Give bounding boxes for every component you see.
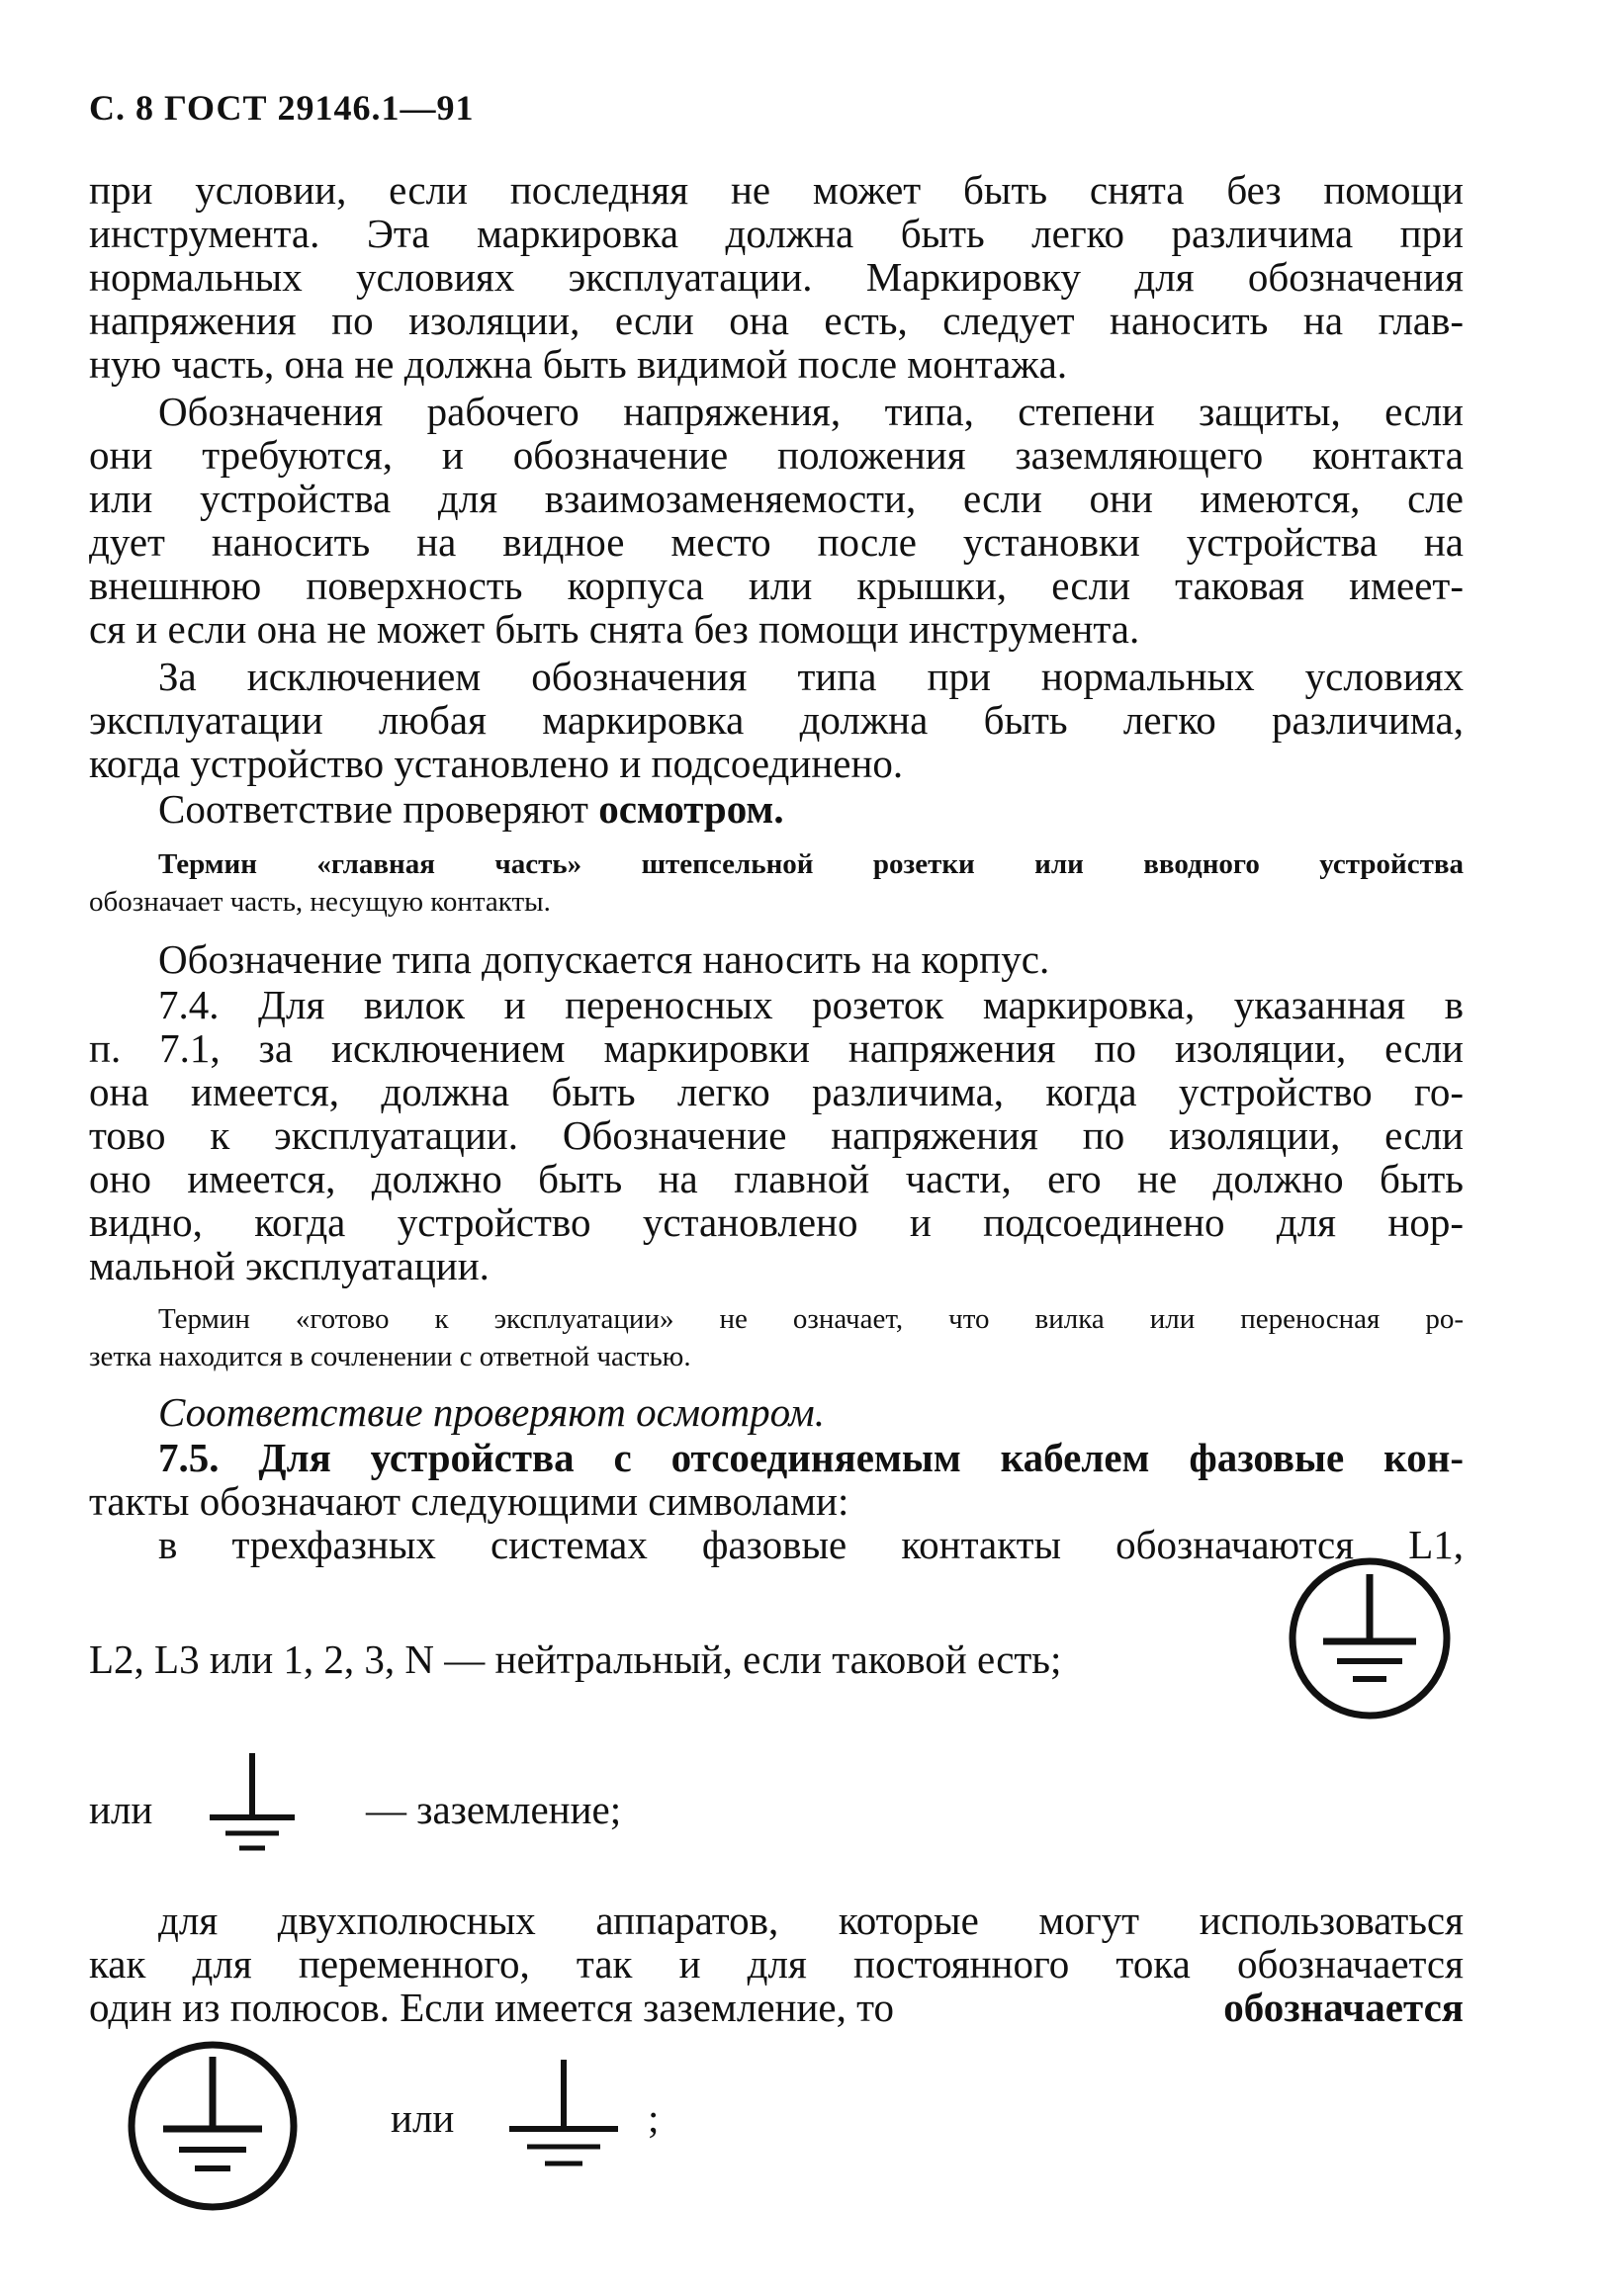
para5-line-5: оно имеется, должно быть на главной части, его не должно быть — [89, 1156, 1464, 1201]
earth-ground-icon — [499, 2055, 628, 2173]
para3-line-2: эксплуатации любая маркировка должна быть легко различима, — [89, 697, 1464, 743]
line-ili-2: или — [391, 2095, 455, 2141]
para6-line-1: 7.5. Для устройства с отсоединяемым кабелем фазовые кон- — [158, 1435, 1464, 1480]
note1-line-2: обозначает часть, несущую контакты. — [89, 886, 551, 918]
check-statement-2: Соответствие проверяют осмотром. — [158, 1389, 825, 1435]
para1-line-5: ную часть, она не должна быть видимой после монтажа. — [89, 341, 1068, 387]
para7-line-3-text: один из полюсов. Если имеется заземление, то — [89, 1985, 894, 2030]
para6-line-2: такты обозначают следующими символами: — [89, 1478, 849, 1524]
para5-line-2: п. 7.1, за исключением маркировки напряжения по изоляции, если — [89, 1025, 1464, 1071]
page-header: С. 8 ГОСТ 29146.1—91 — [89, 88, 475, 128]
para2-line-4: дует наносить на видное место после установки устройства на — [89, 519, 1464, 565]
para1-line-2: инструмента. Эта маркировка должна быть легко различима при — [89, 211, 1464, 256]
para2-line-3: или устройства для взаимозаменяемости, если они имеются, сле — [89, 476, 1464, 521]
para2-line-5: внешнюю поверхность корпуса или крышки, если таковая имеет- — [89, 563, 1464, 608]
check-statement-1 — [158, 786, 1533, 832]
para5-line-3: она имеется, должна быть легко различима, когда устройство го- — [89, 1069, 1464, 1114]
para3-line-3: когда устройство установлено и подсоединено. — [89, 741, 904, 786]
para5-line-4: тово к эксплуатации. Обозначение напряжения по изоляции, если — [89, 1112, 1464, 1158]
para2-line-6: ся и если она не может быть снята без помощи инструмента. — [89, 606, 1140, 652]
note2-line-2: зетка находится в сочленении с ответной частью. — [89, 1341, 691, 1372]
protective-earth-circle-icon — [1286, 1554, 1454, 1722]
line-l2: L2, L3 или 1, 2, 3, N — нейтральный, если таковой есть; — [89, 1636, 1062, 1682]
line-ili-1: или — [89, 1787, 153, 1832]
para5-line-1: 7.4. Для вилок и переносных розеток маркировка, указанная в — [158, 982, 1464, 1027]
para2-line-2: они требуются, и обозначение положения заземляющего контакта — [89, 432, 1464, 478]
para1-line-4: напряжения по изоляции, если она есть, следует наносить на глав- — [89, 298, 1464, 343]
semicolon: ; — [648, 2095, 660, 2141]
check-bold: осмотром. — [598, 786, 784, 832]
protective-earth-circle-icon — [124, 2037, 302, 2215]
para7-line-1: для двухполюсных аппаратов, которые могут использоваться — [158, 1898, 1464, 1943]
para6-line-3: в трехфазных системах фазовые контакты обозначаются L1, — [158, 1522, 1464, 1567]
line-zazemlenie: — заземление; — [366, 1787, 622, 1832]
para7-line-3-bold: обозначается — [1223, 1985, 1464, 2030]
para1-line-3: нормальных условиях эксплуатации. Маркировку для обозначения — [89, 254, 1464, 300]
earth-ground-icon — [198, 1748, 307, 1857]
para4: Обозначение типа допускается наносить на корпус. — [158, 936, 1050, 982]
para2-line-1: Обозначения рабочего напряжения, типа, степени защиты, если — [158, 389, 1464, 434]
check-text: Соответствие проверяют — [158, 786, 599, 832]
para1-line-1: при условии, если последняя не может быть снята без помощи — [89, 167, 1464, 213]
note1-line-1: Термин «главная часть» штепсельной розетки или вводного устройства — [158, 848, 1464, 880]
para5-line-7: мальной эксплуатации. — [89, 1243, 490, 1288]
para7-line-3 — [89, 1987, 1464, 2028]
note2-line-1: Термин «готово к эксплуатации» не означает, что вилка или переносная ро- — [158, 1303, 1464, 1335]
para5-line-6: видно, когда устройство установлено и подсоединено для нор- — [89, 1199, 1464, 1245]
para7-line-2: как для переменного, так и для постоянного тока обозначается — [89, 1941, 1464, 1987]
para3-line-1: За исключением обозначения типа при нормальных условиях — [158, 654, 1464, 699]
